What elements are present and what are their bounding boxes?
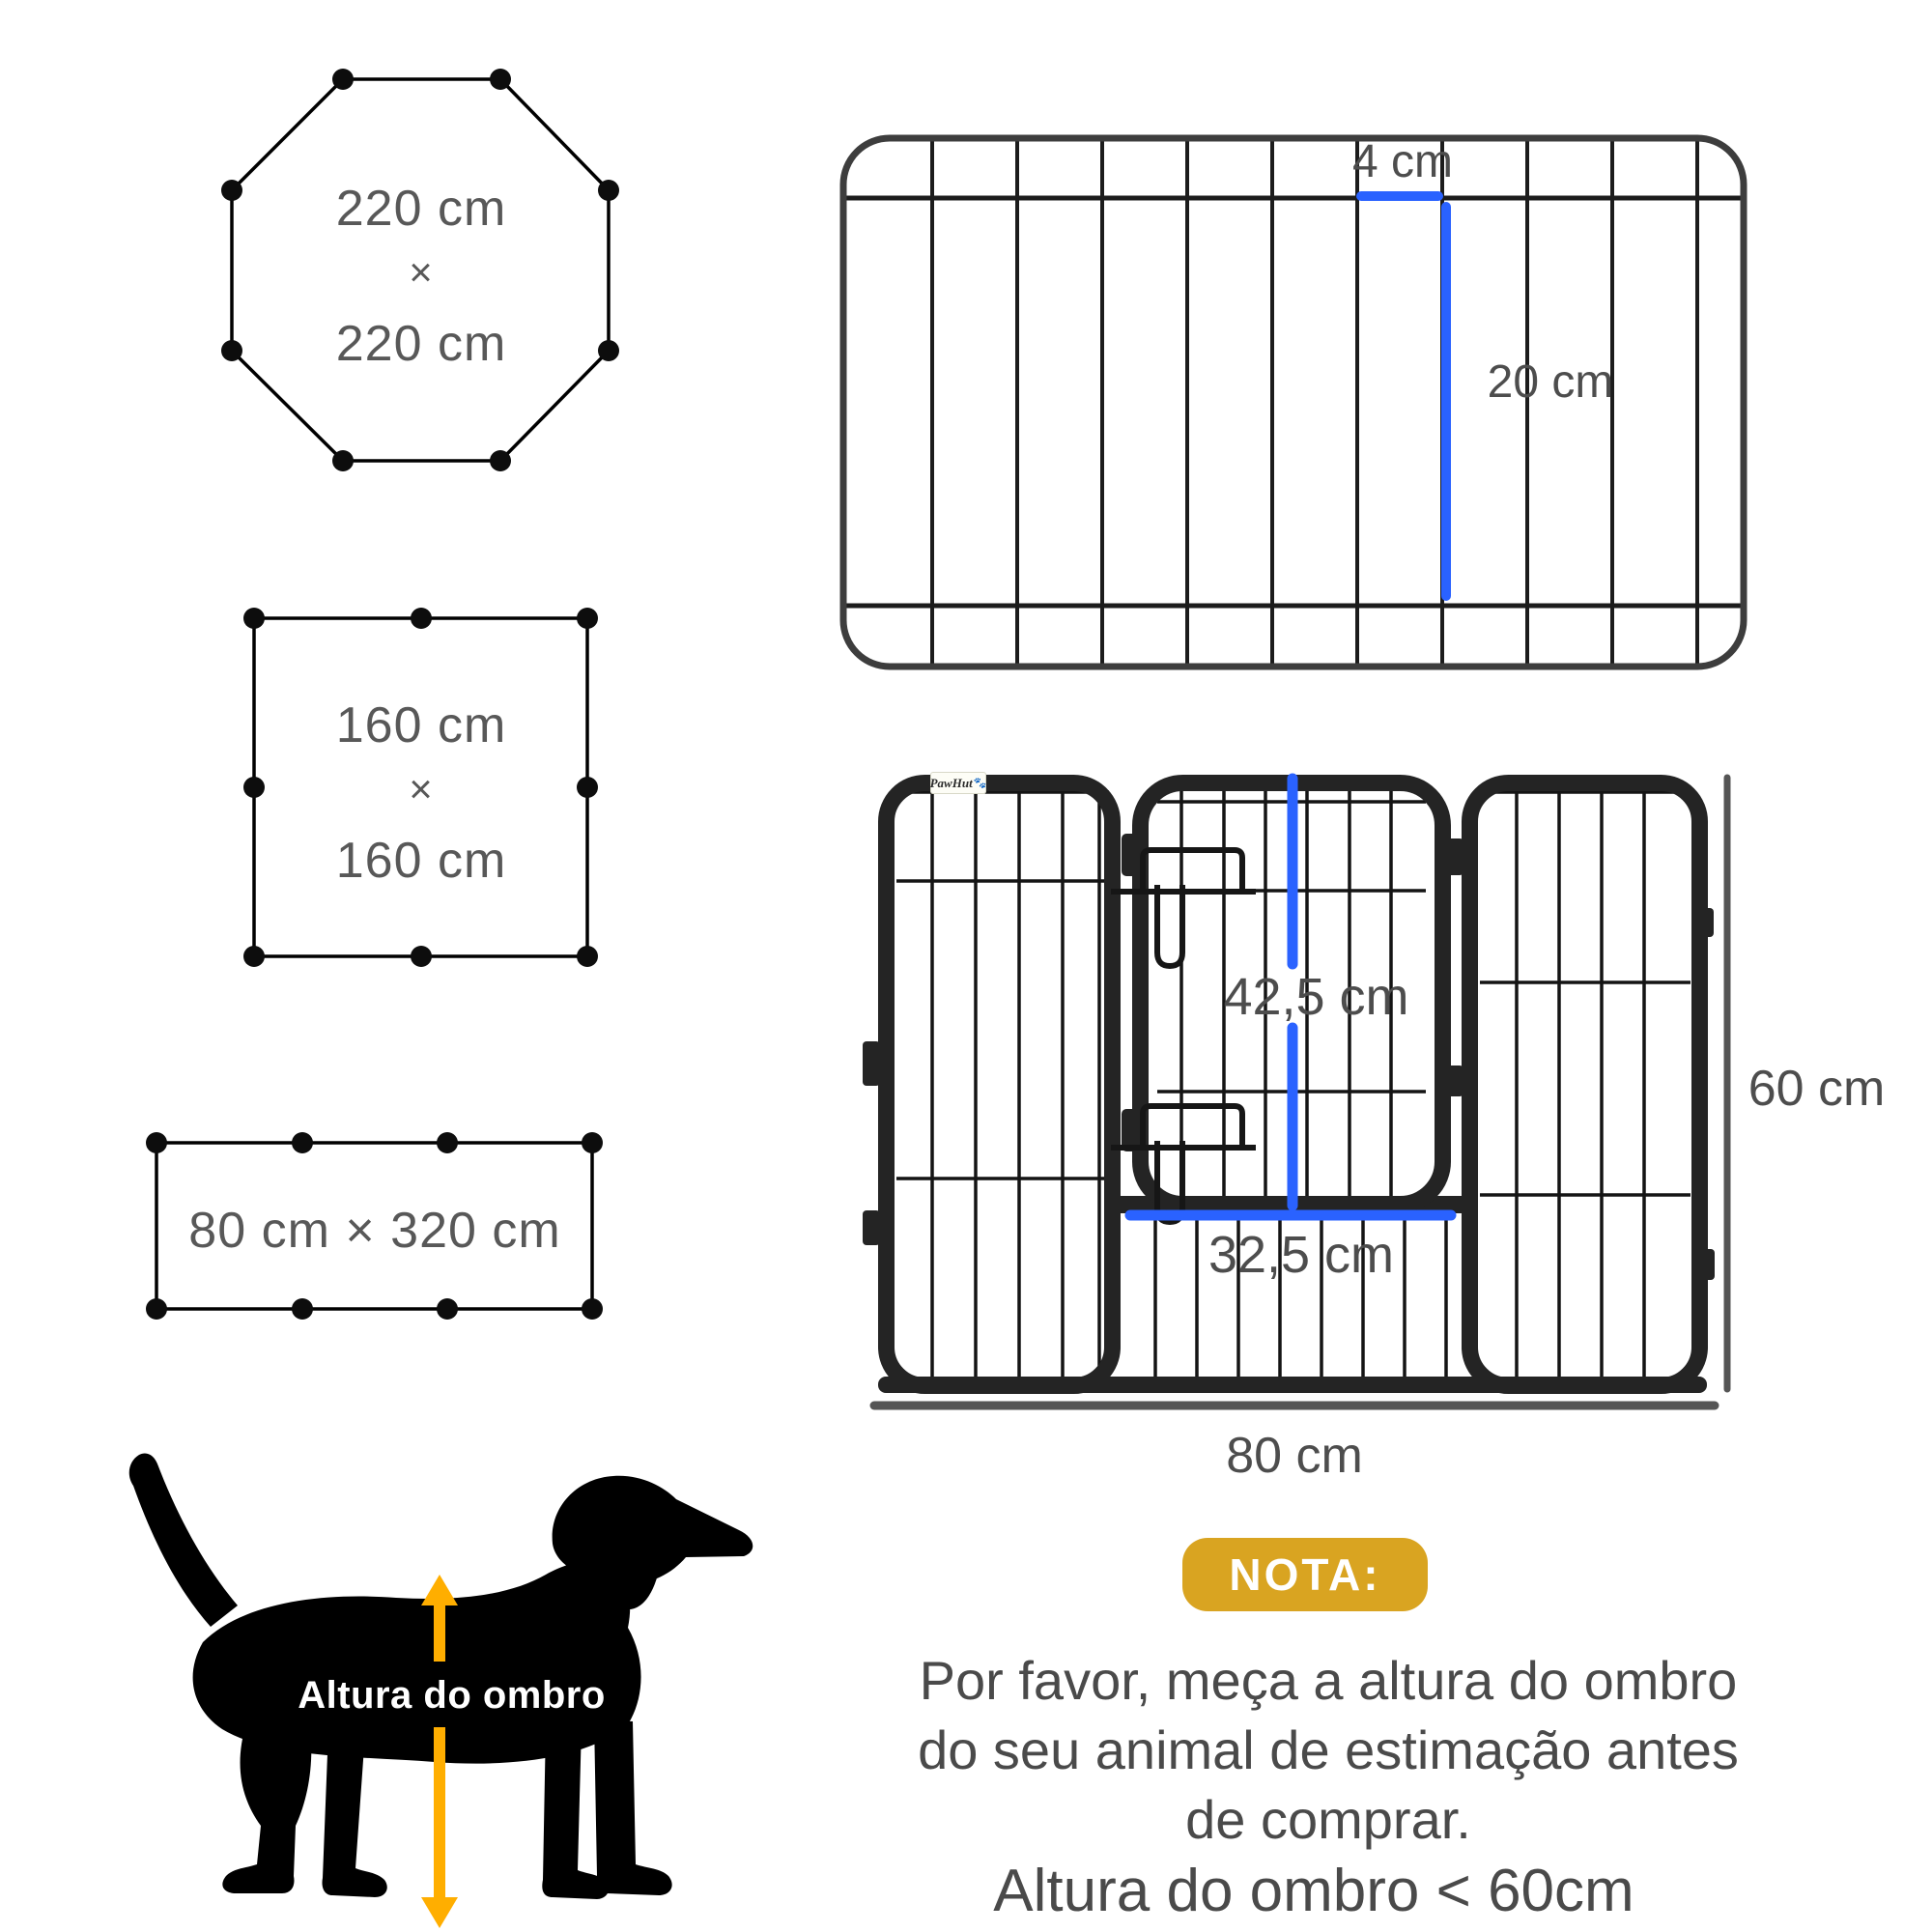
pen-right-panel xyxy=(1446,783,1715,1386)
paw-icon: 🐾 xyxy=(973,778,987,789)
square-dim-line2: 160 cm xyxy=(335,833,507,889)
right-panel-connector-tab xyxy=(1698,908,1714,937)
dog-shoulder-label: Altura do ombro xyxy=(298,1674,606,1717)
gate-connector-tab xyxy=(1446,838,1463,875)
door-hinge xyxy=(1122,834,1141,876)
note-text-line1: Por favor, meça a altura do ombro xyxy=(919,1650,1738,1711)
door-width-label: 32,5 cm xyxy=(1208,1226,1395,1284)
square-dim-line1: 160 cm xyxy=(335,697,507,753)
square-dim-times: × xyxy=(409,766,434,811)
panel-height-label: 60 cm xyxy=(1747,1061,1886,1117)
octagon-dim-times: × xyxy=(409,249,434,295)
pen-bottom-bar xyxy=(878,1377,1707,1393)
mesh-measure-lines xyxy=(1361,196,1446,596)
note-shoulder-rule: Altura do ombro < 60cm xyxy=(993,1858,1634,1924)
note-badge-text: NOTA: xyxy=(1229,1549,1381,1600)
mesh-gap-width-label: 4 cm xyxy=(1351,136,1453,187)
left-panel-connector-tab xyxy=(863,1041,880,1086)
mesh-gap-height-label: 20 cm xyxy=(1487,356,1614,408)
note-badge xyxy=(1182,1538,1428,1611)
pen-left-panel xyxy=(863,783,1113,1386)
pen-panel-drawing xyxy=(850,763,1758,1430)
rectangle-dim-label: 80 cm × 320 cm xyxy=(188,1203,561,1259)
octagon-dim-line2: 220 cm xyxy=(335,316,507,372)
gate-connector-tab xyxy=(1446,1065,1463,1096)
note-text-line2: do seu animal de estimação antes xyxy=(918,1719,1739,1780)
brand-text: PawHut xyxy=(929,775,973,790)
octagon-dim-line1: 220 cm xyxy=(335,181,507,237)
left-panel-connector-tab xyxy=(863,1210,880,1245)
panel-width-label: 80 cm xyxy=(1226,1428,1363,1484)
note-text-line3: de comprar. xyxy=(1185,1789,1471,1850)
door-height-label: 42,5 cm xyxy=(1223,968,1409,1026)
brand-label xyxy=(930,772,986,794)
right-panel-connector-tab xyxy=(1699,1249,1715,1280)
